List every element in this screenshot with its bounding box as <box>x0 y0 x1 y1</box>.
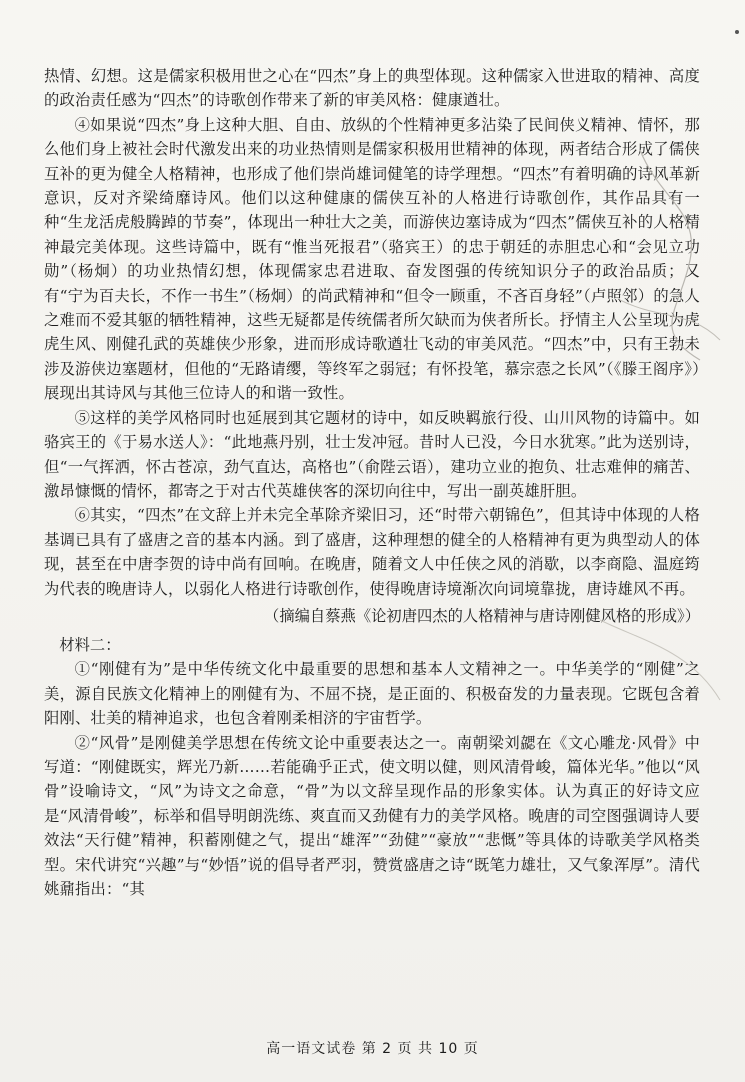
paragraph-6: ⑥其实，“四杰”在文辞上并未完全革除齐梁旧习，还“时带六朝锦色”，但其诗中体现的人格基调已具有了盛唐之音的基本内涵。到了盛唐，这种理想的健全的人格精神有更为典型动人的体现，甚至在中唐李贺的诗中尚有回响。在晚唐，随着文人中任侠之风的消歇，以李商隐、温庭筠为代表的晚唐诗人，以弱化人格进行诗歌创作，使得晚唐诗境渐次向词境靠拢，唐诗雄风不再。 <box>44 506 700 598</box>
page-content <box>44 64 700 901</box>
material-2-title: 材料二： <box>59 635 121 654</box>
paragraph-5: ⑤这样的美学风格同时也延展到其它题材的诗中，如反映羁旅行役、山川风物的诗篇中。如骆宾王的《于易水送人》：“此地燕丹别，壮士发冲冠。昔时人已没，今日水犹寒。”此为送别诗，但“一气挥洒，怀古苍凉，劲气直达，高格也”（俞陛云语），建功立业的抱负、壮志难伸的痛苦、激昂慷慨的情怀，都寄之于对古代英雄侠客的深切向往中，写出一副英雄肝胆。 <box>44 408 700 500</box>
page-footer: 高一语文试卷 第 2 页 共 10 页 <box>266 1041 479 1057</box>
source-citation: （摘编自蔡燕《论初唐四杰的人格精神与唐诗刚健风格的形成》） <box>264 606 700 625</box>
material-2-paragraph-2: ②“风骨”是刚健美学思想在传统文论中重要表达之一。南朝梁刘勰在《文心雕龙·风骨》中写道：“刚健既实，辉光乃新……若能确乎正式，使文明以健，则风清骨峻，篇体光华。”他以“风骨”设喻诗文，“风”为诗文之命意，“骨”为以文辞呈现作品的形象实体。认为真正的好诗文应是“风清骨峻”，标举和倡导明朗洗练、爽直而又劲健有力的美学风格。晚唐的司空图强调诗人要效法“天行健”精神，积蓄刚健之气，提出“雄浑”“劲健”“豪放”“悲慨”等具体的诗歌美学风格类型。宋代讲究“兴趣”与“妙悟”说的倡导者严羽，赞赏盛唐之诗“既笔力雄壮，又气象浑厚”。清代姚鼐指出：“其 <box>44 733 700 898</box>
material-2-paragraph-1: ①“刚健有为”是中华传统文化中最重要的思想和基本人文精神之一。中华美学的“刚健”之美，源自民族文化精神上的刚健有为、不屈不挠，是正面的、积极奋发的力量表现。它既包含着阳刚、壮美的精神追求，也包含着刚柔相济的宇宙哲学。 <box>44 660 700 728</box>
paragraph-4: ④如果说“四杰”身上这种大胆、自由、放纵的个性精神更多沾染了民间侠义精神、情怀，那么他们身上被社会时代激发出来的功业热情则是儒家积极用世精神的体现，两者结合形成了儒侠互补的更为健全人格精神，也形成了他们崇尚雄词健笔的诗学理想。“四杰”有着明确的诗风革新意识，反对齐梁绮靡诗风。他们以这种健康的儒侠互补的人格进行诗歌创作，其作品具有一种“生龙活虎般腾踔的节奏”，体现出一种壮大之美，而游侠边塞诗成为“四杰”儒侠互补的人格精神最完美体现。这些诗篇中，既有“惟当死报君”（骆宾王）的忠于朝廷的赤胆忠心和“会见立功勋”（杨炯）的功业热情幻想，体现儒家忠君进取、奋发图强的传统知识分子的政治品质；又有“宁为百夫长，不作一书生”（杨炯）的尚武精神和“但令一顾重，不吝百身轻”（卢照邻）的急人之难而不爱其躯的牺牲精神，这些无疑都是传统儒者所欠缺而为侠者所长。抒情主人公呈现为虎虎生风、刚健孔武的英雄侠少形象，进而形成诗歌遒壮飞动的审美风范。“四杰”中，只有王勃未涉及游侠边塞题材，但他的“无路请缨，等终军之弱冠；有怀投笔，慕宗悫之长风”（《滕王阁序》）展现出其诗风与其他三位诗人的和谐一致性。 <box>44 115 700 403</box>
scan-speck <box>735 30 739 34</box>
paragraph-continuation: 热情、幻想。这是儒家积极用世之心在“四杰”身上的典型体现。这种儒家入世进取的精神、高度的政治责任感为“四杰”的诗歌创作带来了新的审美风格：健康遒壮。 <box>44 67 700 110</box>
